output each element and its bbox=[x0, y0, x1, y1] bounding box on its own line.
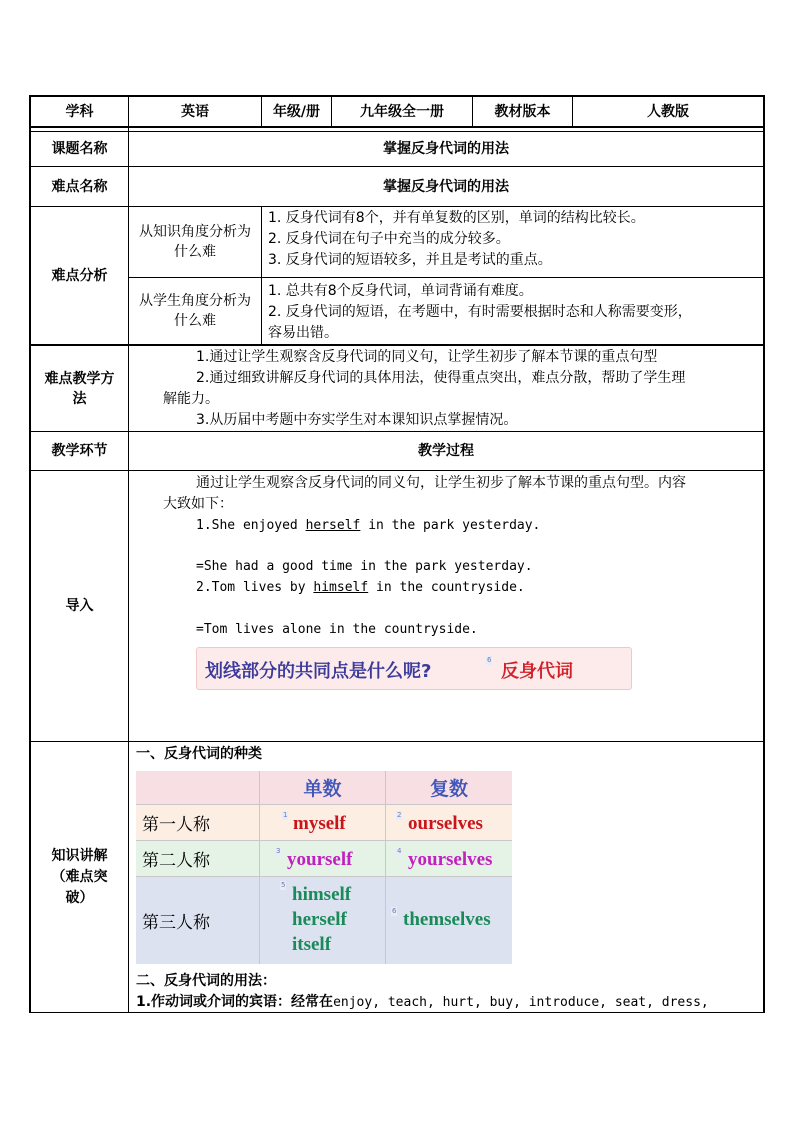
marker-6: 6 bbox=[392, 907, 397, 915]
knowledge-label bbox=[31, 742, 128, 1012]
example-1 bbox=[196, 515, 540, 536]
cell-ourselves bbox=[386, 805, 512, 841]
word-himself: himself bbox=[292, 884, 352, 905]
usage-intro: 1.作动词或介词的宾语：经常在 bbox=[136, 994, 334, 1010]
example-2 bbox=[196, 577, 525, 598]
word-yourselves: yourselves bbox=[408, 849, 493, 870]
row-line bbox=[29, 344, 765, 346]
header-plural: 复数 bbox=[386, 771, 512, 805]
knowledge-line-1: 1. 反身代词有8个，并有单复数的区别，单词的结构比较长。 bbox=[268, 210, 645, 226]
example-1-post: in the park yesterday. bbox=[360, 518, 541, 533]
table-border-right bbox=[763, 95, 765, 1013]
method-line-1: 1.通过让学生观察含反身代词的同义句，让学生初步了解本节课的重点句型 bbox=[196, 349, 658, 365]
method-line-3: 解能力。 bbox=[163, 391, 219, 407]
word-ourselves: ourselves bbox=[408, 813, 483, 834]
intro-text-line-2: 大致如下： bbox=[163, 496, 233, 512]
student-line-1: 1. 总共有8个反身代词，单词背诵有难度。 bbox=[268, 283, 533, 299]
knowledge-line-3: 3. 反身代词的短语较多，并且是考试的重点。 bbox=[268, 252, 552, 268]
usage-line-1 bbox=[136, 992, 709, 1013]
knowledge-angle-label: 从知识角度分析为什么难 bbox=[139, 224, 251, 260]
analysis-label: 难点分析 bbox=[51, 267, 108, 284]
method-label bbox=[31, 346, 128, 431]
banner-marker: 6 bbox=[487, 656, 492, 664]
marker-3: 3 bbox=[276, 847, 281, 855]
student-line-2: 2. 反身代词的短语，在考题中，有时需要根据时态和人称需要变形， bbox=[268, 304, 692, 320]
topic-label: 课题名称 bbox=[51, 141, 108, 157]
pronoun-table-corner bbox=[136, 771, 260, 805]
subject-label: 学科 bbox=[65, 104, 94, 120]
method-label-text: 难点教学方法 bbox=[44, 370, 115, 407]
knowledge-line-2: 2. 反身代词在句子中充当的成分较多。 bbox=[268, 231, 510, 247]
example-2-pre: 2.Tom lives by bbox=[196, 580, 314, 595]
subject-value: 英语 bbox=[181, 104, 209, 120]
example-1-equivalent: =She had a good time in the park yesterday. bbox=[196, 559, 533, 574]
example-1-pre: 1.She enjoyed bbox=[196, 518, 306, 533]
word-herself: herself bbox=[292, 909, 347, 930]
row-line bbox=[29, 741, 765, 742]
method-line-2: 2.通过细致讲解反身代词的具体用法，使得重点突出，难点分散，帮助了学生理 bbox=[196, 370, 686, 386]
marker-5: 5 bbox=[281, 881, 286, 889]
example-1-keyword: herself bbox=[305, 518, 361, 533]
header-singular: 单数 bbox=[260, 771, 386, 805]
person-third: 第三人称 bbox=[136, 877, 260, 964]
knowledge-label-text: 知识讲解（难点突破） bbox=[51, 847, 108, 906]
example-2-post: in the countryside. bbox=[368, 580, 525, 595]
word-yourself: yourself bbox=[287, 849, 353, 870]
cell-myself bbox=[260, 805, 386, 841]
cell-third-singular bbox=[260, 877, 386, 964]
banner-question: 划线部分的共同点是什么呢? bbox=[205, 661, 432, 682]
section-1-heading: 一、反身代词的种类 bbox=[136, 746, 262, 762]
word-themselves: themselves bbox=[403, 909, 491, 930]
marker-2: 2 bbox=[397, 811, 402, 819]
pronoun-table bbox=[136, 771, 512, 964]
section-2-heading: 二、反身代词的用法： bbox=[136, 973, 276, 989]
usage-words: enjoy, teach, hurt, buy, introduce, seat, dress, bbox=[333, 995, 709, 1010]
question-banner bbox=[196, 647, 632, 690]
difficulty-value: 掌握反身代词的用法 bbox=[383, 178, 509, 195]
col-line bbox=[261, 206, 262, 345]
method-line-4: 3.从历届中考题中夯实学生对本课知识点掌握情况。 bbox=[196, 412, 518, 428]
col-line bbox=[128, 95, 129, 1013]
difficulty-label: 难点名称 bbox=[51, 178, 108, 195]
banner-answer: 反身代词 bbox=[501, 661, 573, 682]
intro-label: 导入 bbox=[65, 598, 94, 614]
process-label: 教学过程 bbox=[418, 443, 474, 459]
student-line-3: 容易出错。 bbox=[268, 325, 338, 341]
intro-text-line-1: 通过让学生观察含反身代词的同义句，让学生初步了解本节课的重点句型。内容 bbox=[196, 475, 686, 491]
edition-label: 教材版本 bbox=[494, 104, 551, 120]
example-2-equivalent: =Tom lives alone in the countryside. bbox=[196, 622, 478, 637]
person-first: 第一人称 bbox=[136, 805, 260, 841]
cell-yourself bbox=[260, 841, 386, 877]
cell-yourselves bbox=[386, 841, 512, 877]
grade-label: 年级/册 bbox=[272, 104, 321, 120]
marker-1: 1 bbox=[283, 811, 288, 819]
topic-value: 掌握反身代词的用法 bbox=[383, 141, 509, 157]
person-second: 第二人称 bbox=[136, 841, 260, 877]
row-line bbox=[29, 470, 765, 471]
word-myself: myself bbox=[293, 813, 346, 834]
student-angle-label: 从学生角度分析为什么难 bbox=[139, 293, 251, 329]
example-2-keyword: himself bbox=[313, 580, 369, 595]
stage-label: 教学环节 bbox=[51, 443, 108, 459]
marker-4: 4 bbox=[397, 847, 402, 855]
cell-themselves bbox=[386, 877, 512, 964]
word-itself: itself bbox=[292, 934, 332, 955]
grade-value: 九年级全一册 bbox=[360, 104, 444, 120]
edition-value: 人教版 bbox=[647, 104, 689, 120]
